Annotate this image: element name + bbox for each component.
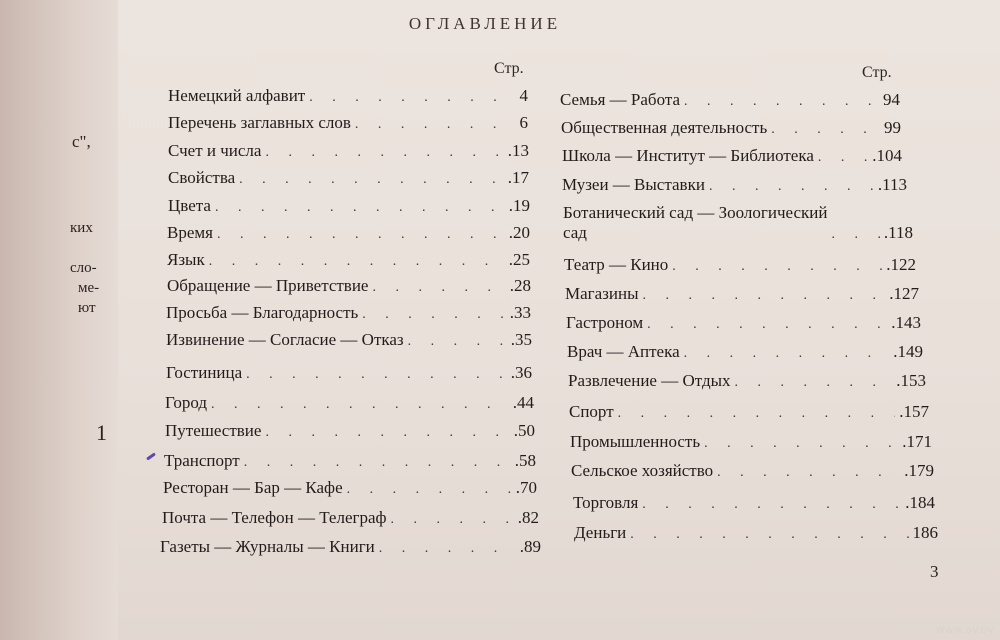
toc-entry[interactable] [561, 118, 901, 138]
toc-entry-page: .44 [512, 393, 534, 412]
leader-dots [362, 307, 505, 323]
leader-dots [709, 179, 874, 195]
leader-dots [211, 397, 509, 413]
toc-entry-label: Цвета [168, 196, 211, 215]
toc-entry-page: 99 [884, 118, 901, 137]
toc-entry-page: .89 [519, 537, 541, 556]
leader-dots [704, 436, 898, 452]
leader-dots [717, 465, 900, 481]
leader-dots [618, 406, 896, 422]
toc-entry-page: .157 [899, 402, 929, 421]
leader-dots [672, 259, 882, 275]
toc-entry-page: 6 [519, 113, 528, 132]
watermark: www.ay.by [935, 623, 994, 636]
toc-entry-label: Гостиница [166, 363, 243, 382]
leader-dots [355, 117, 516, 133]
toc-entry[interactable] [560, 90, 900, 110]
leader-dots [684, 94, 879, 110]
toc-entry-label: Язык [167, 250, 205, 269]
toc-entry-label: Врач — Аптека [567, 342, 680, 361]
toc-entry[interactable] [167, 276, 531, 296]
toc-entry-page: .13 [507, 141, 529, 160]
toc-entry-label: Свойства [168, 168, 236, 187]
leader-dots [309, 90, 515, 106]
toc-entry-page: .113 [877, 175, 907, 194]
toc-entry-page: 4 [519, 86, 528, 105]
toc-entry[interactable] [567, 342, 923, 362]
toc-entry[interactable] [168, 141, 529, 161]
toc-entry-page: .58 [514, 451, 536, 470]
leader-dots [239, 172, 504, 188]
toc-entry-label: Промышленность [570, 432, 701, 451]
page-title: ОГЛАВЛЕНИЕ [408, 14, 562, 33]
toc-entry-label: Ресторан — Бар — Кафе [163, 478, 343, 497]
toc-entry-page: 186 [912, 523, 938, 542]
toc-entry-label: Время [167, 223, 213, 242]
toc-entry-page: .143 [891, 313, 921, 332]
toc-entry[interactable] [165, 421, 535, 441]
toc-entry-page: .153 [896, 371, 926, 390]
toc-entry-label: Извинение — Согласие — Отказ [166, 330, 404, 349]
toc-entry-label: Сельское хозяйство [571, 461, 714, 480]
left-fragment: с", [72, 132, 91, 151]
toc-entry-label: Почта — Телефон — Телеграф [162, 508, 387, 527]
toc-entry[interactable] [165, 393, 534, 413]
toc-entry-label: Путешествие [165, 421, 262, 440]
leader-dots [818, 150, 868, 166]
toc-entry[interactable] [562, 175, 907, 195]
toc-entry-label: Счет и числа [168, 141, 262, 160]
toc-entry[interactable] [163, 478, 537, 498]
leader-dots [246, 367, 507, 383]
toc-entry-page: .33 [509, 303, 531, 322]
toc-entry[interactable] [167, 223, 530, 243]
toc-entry[interactable] [562, 146, 902, 166]
toc-entry[interactable] [565, 284, 919, 304]
toc-entry-page: .17 [507, 168, 529, 187]
toc-entry-label [563, 203, 828, 243]
leader-dots [408, 334, 507, 350]
toc-entry-page: .122 [886, 255, 916, 274]
left-fragment: сло- [70, 260, 97, 276]
leader-dots [630, 527, 908, 543]
toc-entry-page: .171 [902, 432, 932, 451]
toc-entry-label: Гастроном [566, 313, 644, 332]
leader-dots [217, 227, 505, 243]
toc-entry-label: Школа — Институт — Библиотека [562, 146, 814, 165]
toc-entry-label: Музеи — Выставки [562, 175, 705, 194]
leader-dots [643, 288, 886, 304]
toc-entry-page: 94 [883, 90, 900, 109]
left-fragment: ме- [78, 280, 100, 296]
toc-entry-page: .28 [509, 276, 531, 295]
toc-entry[interactable] [164, 451, 536, 471]
toc-entry[interactable] [166, 363, 532, 383]
toc-entry-page: .184 [905, 493, 935, 512]
toc-entry-label: Общественная деятельность [561, 118, 768, 137]
toc-entry-label: Газеты — Журналы — Книги [160, 537, 375, 556]
toc-entry-page: .70 [515, 478, 537, 497]
toc-entry-page: .19 [508, 196, 530, 215]
toc-entry-label: Транспорт [164, 451, 240, 470]
toc-entry[interactable] [166, 330, 532, 350]
toc-entry-label: Театр — Кино [564, 255, 669, 274]
toc-entry-page: .25 [508, 250, 530, 269]
toc-entry-label: Обращение — Приветствие [167, 276, 369, 295]
leader-dots [771, 122, 880, 138]
toc-entry[interactable] [574, 523, 938, 543]
leader-dots [391, 512, 514, 528]
toc-entry-label: Деньги [574, 523, 627, 542]
left-page [0, 0, 119, 640]
toc-entry-label: Перечень заглавных слов [168, 113, 351, 132]
toc-entry-label: Развлечение — Отдых [568, 371, 731, 390]
leader-dots [642, 497, 901, 513]
toc-entry[interactable] [160, 537, 541, 557]
toc-entry-page: .149 [893, 342, 923, 361]
toc-entry[interactable] [573, 493, 935, 513]
toc-entry[interactable] [168, 168, 529, 188]
left-fragment: ют [78, 300, 96, 316]
toc-entry-label: Семья — Работа [560, 90, 681, 109]
toc-entry-page: .104 [872, 146, 902, 165]
leader-dots [209, 254, 505, 270]
toc-entry[interactable] [563, 203, 913, 243]
toc-entry[interactable] [162, 508, 539, 528]
toc-entry-label: Немецкий алфавит [168, 86, 306, 105]
left-fragment: 1 [96, 420, 107, 445]
toc-entry-label: Город [165, 393, 207, 412]
toc-entry[interactable] [168, 196, 530, 216]
toc-entry-page: .50 [513, 421, 535, 440]
toc-entry-page: .127 [889, 284, 919, 303]
leader-dots [265, 425, 509, 441]
toc-entry[interactable] [168, 86, 528, 106]
leader-dots [832, 227, 880, 243]
left-column-page-header: Стр. [494, 60, 524, 77]
leader-dots [684, 346, 890, 362]
toc-entry-label-line2: сад [563, 223, 587, 242]
toc-entry[interactable] [571, 461, 934, 481]
leader-dots [265, 145, 503, 161]
toc-entry-page: .82 [517, 508, 539, 527]
toc-entry[interactable] [166, 303, 531, 323]
leader-dots [735, 375, 893, 391]
right-column-page-header: Стр. [862, 64, 892, 81]
toc-entry-page: .35 [510, 330, 532, 349]
toc-entry[interactable] [568, 371, 926, 391]
toc-entry[interactable] [569, 402, 929, 422]
leader-dots [244, 455, 511, 471]
leader-dots [347, 482, 512, 498]
toc-entry-label-line1: Ботанический сад — Зоологический [563, 203, 828, 222]
toc-entry-label: Магазины [565, 284, 639, 303]
leader-dots [379, 541, 516, 557]
toc-entry[interactable] [570, 432, 932, 452]
toc-entry[interactable] [564, 255, 916, 275]
page-number: 3 [930, 562, 939, 581]
toc-entry-page: .179 [904, 461, 934, 480]
toc-entry-label: Спорт [569, 402, 614, 421]
leader-dots [215, 200, 505, 216]
left-fragment: ких [70, 220, 93, 236]
toc-entry[interactable] [168, 113, 528, 133]
toc-entry-page: .118 [883, 223, 913, 242]
toc-entry[interactable] [167, 250, 530, 270]
toc-entry[interactable] [566, 313, 921, 333]
toc-entry-page: .20 [508, 223, 530, 242]
toc-entry-label: Просьба — Благодарность [166, 303, 359, 322]
toc-entry-label: Торговля [573, 493, 639, 512]
toc-entry-page: .36 [510, 363, 532, 382]
leader-dots [372, 280, 505, 296]
leader-dots [647, 317, 887, 333]
